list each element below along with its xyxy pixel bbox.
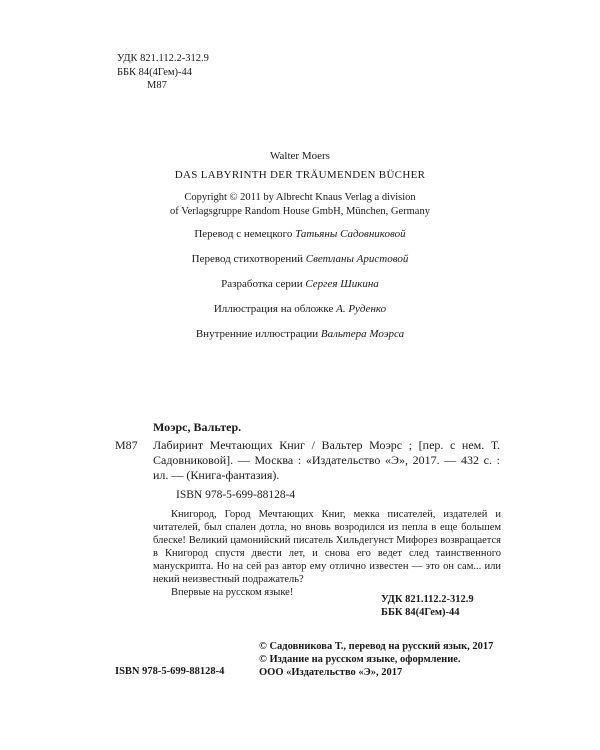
credit-name: Вальтера Моэрса: [320, 328, 405, 340]
credit-name: Сергея Шикина: [305, 278, 379, 290]
credit-translation: [0, 227, 600, 241]
credit-inner-illustrations: [0, 327, 600, 341]
annotation: [153, 508, 501, 599]
classification-codes: [117, 52, 209, 93]
bottom-udk: УДК 821.112.2-312.9: [381, 594, 474, 605]
copyright-publisher: ООО «Издательство «Э», 2017: [259, 667, 403, 678]
credit-poems: [0, 252, 600, 266]
annotation-paragraph: Книгород, Город Мечтающих Книг, мекка писателей, издателей и читателей, был спален дотла, но вновь возродился из пепла в еще большем блеске! Великий цамонийский писатель Хильдегунст Мифорез возвращается в Книгород спустя двести лет, и снова его ведет след таинственного манускрипта. Но на сей раз автор ему отлично известен — это он сам... или некий неизвестный подражатель?: [153, 509, 501, 585]
footer-isbn: ISBN 978-5-699-88128-4: [115, 666, 225, 677]
original-title: DAS LABYRINTH DER TRÄUMENDEN BÜCHER: [174, 169, 426, 181]
original-author: Walter Moers: [270, 150, 330, 162]
credit-series: [0, 277, 600, 291]
copyright-block: [259, 640, 493, 679]
credits-list: [0, 227, 600, 352]
bottom-bbk: ББК 84(4Гем)-44: [381, 607, 460, 618]
bib-heading: Моэрс, Вальтер.: [153, 420, 242, 434]
copyright-line: of Verlagsgruppe Random House GmbH, München, Germany: [170, 205, 430, 217]
copyright-line: Copyright © 2011 by Albrecht Knaus Verlag a division: [184, 192, 416, 203]
credit-name: Татьяны Садовниковой: [295, 228, 406, 240]
author-mark: М87: [147, 80, 167, 91]
credit-name: Светланы Аристовой: [305, 253, 409, 265]
credit-label: Иллюстрация на обложке: [213, 303, 337, 315]
credit-name: А. Руденко: [336, 303, 387, 315]
original-copyright: [0, 191, 600, 218]
bib-isbn: ISBN 978-5-699-88128-4: [176, 489, 296, 501]
credit-label: Перевод стихотворений: [191, 253, 306, 265]
bib-author-mark: М87: [115, 438, 138, 452]
bib-description: Лабиринт Мечтающих Книг / Вальтер Моэрс ; [пер. с нем. Т. Садовниковой]. — Москва : «Издательство «Э», 2017. — 432 с. : ил. — (Книга-фантазия).: [153, 438, 500, 482]
credit-label: Разработка серии: [221, 278, 306, 290]
credit-label: Внутренние иллюстрации: [195, 328, 321, 340]
credit-label: Перевод с немецкого: [194, 228, 296, 240]
bottom-codes: [381, 593, 474, 619]
bbk-code: ББК 84(4Гем)-44: [117, 66, 193, 78]
udk-code: УДК 821.112.2-312.9: [117, 53, 209, 64]
credit-cover: [0, 302, 600, 316]
copyright-edition: © Издание на русском языке, оформление.: [259, 654, 461, 665]
annotation-note: Впервые на русском языке!: [171, 587, 294, 598]
copyright-translation: © Садовникова Т., перевод на русский язык, 2017: [259, 641, 494, 652]
